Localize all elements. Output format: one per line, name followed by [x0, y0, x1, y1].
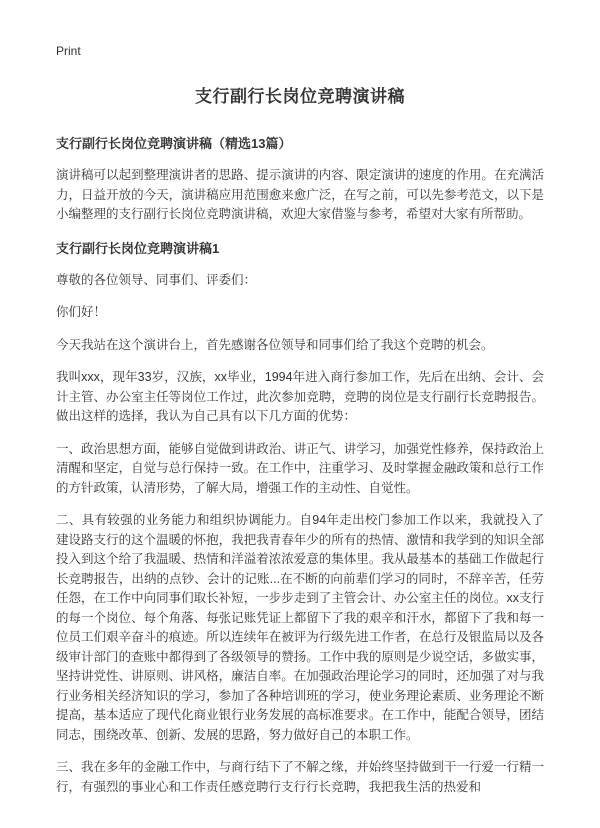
document-title: 支行副行长岗位竞聘演讲稿	[195, 87, 405, 106]
intro-paragraph: 演讲稿可以起到整理演讲者的思路、提示演讲的内容、限定演讲的速度的作用。在充满活力，日益开放的今天，演讲稿应用范围愈来愈广泛，在写之前，可以先参考范文，以下是小编整理的支行副行长岗位竞聘演讲稿，欢迎大家借鉴与参考，希望对大家有所帮助。	[56, 168, 544, 221]
advantage-1-paragraph: 一、政治思想方面，能够自觉做到讲政治、讲正气、讲学习，加强党性修养，保持政治上清醒和坚定，自觉与总行保持一致。在工作中，注重学习、及时掌握金融政策和总行工作的方针政策，认清形势，了解大局，增强工作的主动性、自觉性。	[56, 441, 544, 495]
section-1-heading: 支行副行长岗位竞聘演讲稿1	[56, 240, 220, 256]
print-link[interactable]: Print	[56, 44, 81, 58]
opening-paragraph: 今天我站在这个演讲台上，首先感谢各位领导和同事们给了我这个竞聘的机会。	[56, 337, 494, 352]
advantage-3-paragraph: 三、我在多年的金融工作中，与商行结下了不解之缘，并始终坚持做到干一行爱一行精一行，有强烈的事业心和工作责任感竞聘行支行行长竞聘，我把我生活的热爱和	[56, 760, 544, 794]
advantage-2-paragraph: 二、具有较强的业务能力和组织协调能力。自94年走出校门参加工作以来，我就投入了建设路支行的这个温暖的怀抱，我把我青春年少的所有的热情、激情和我学到的知识全部投入到这个给了我温暖、热情和洋溢着浓浓爱意的集体里。我从最基本的基础工作做起行长竞聘报告，出纳的点钞、会计的记账...在不断的向前辈们学习的同时，不辞辛苦，任劳任怨，在工作中向同事们取长补短，一步步走到了主管会计、办公室主任的岗位。xx支行的每一个岗位、每个角落、每张记账凭证上都留下了我的艰辛和汗水，都留下了我和每一位员工们艰辛奋斗的痕迹。所以连续年在被评为行级先进工作者，在总行及银监局以及各级审计部门的查账中都得到了各级领导的赞扬。工作中我的原则是少说空话，多做实事，坚持讲党性、讲原则、讲风格，廉洁自率。在加强政治理论学习的同时，还加强了对与我行业务相关经济知识的学习，参加了各种培训班的学习，使业务理论素质、业务理论不断提高，基本适应了现代化商业银行业务发展的高标准要求。在工作中，能配合领导，团结同志，围绕改革、创新、发展的思路，努力做好自己的本职工作。	[56, 513, 544, 742]
self-introduction-paragraph: 我叫xxx，现年33岁，汉族，xx毕业，1994年进入商行参加工作，先后在出纳、会计、会计主管、办公室主任等岗位工作过，此次参加竞聘，竞聘的岗位是支行副行长竞聘报告。做出这样的选择，我认为自己具有以下几方面的优势：	[56, 370, 544, 423]
document-subtitle: 支行副行长岗位竞聘演讲稿（精选13篇）	[56, 136, 292, 151]
salutation-paragraph: 尊敬的各位领导、同事们、评委们：	[56, 272, 257, 287]
greeting-paragraph: 你们好！	[56, 305, 107, 319]
